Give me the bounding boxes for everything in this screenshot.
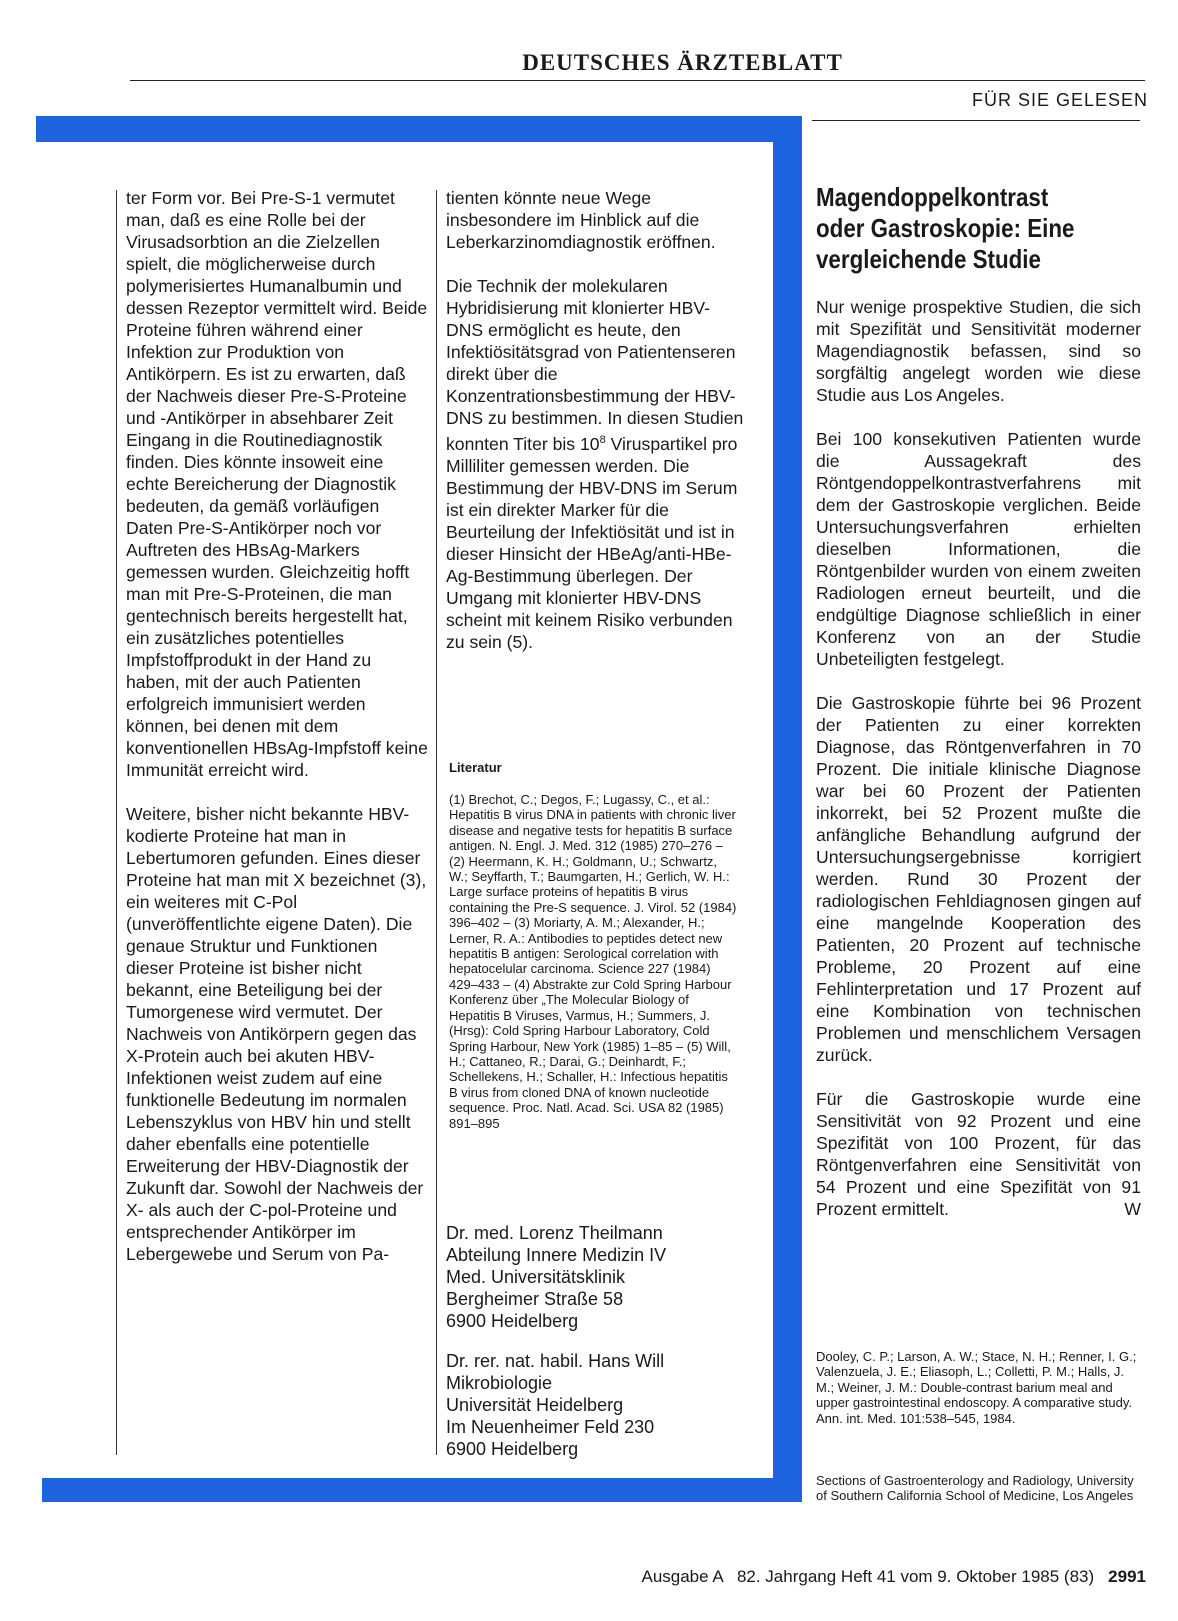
page-footer: [641, 1567, 1146, 1587]
column-rule-middle: [436, 190, 437, 1455]
journal-title: DEUTSCHES ÄRZTEBLATT: [522, 50, 843, 75]
column-rule-left: [116, 190, 117, 1455]
paragraph: Die Gastroskopie führte bei 96 Prozent der Patienten zu einer korrekten Diagnose, das Röntgenverfahren in 70 Prozent. Die initiale klinische Diagnose war bei 60 Prozent der Patienten inkorrekt, bei 52 Prozent mußte die anfängliche Behandlung aufgrund der Untersuchungsergebnisse korrigiert werden. Rund 30 Prozent der radiologischen Fehldiagnosen gingen auf eine mangelnde Kooperation des Patienten, 20 Prozent auf technische Probleme, 20 Prozent auf eine Fehlinterpretation und 17 Prozent auf eine Kombination von technischen Problemen und menschlichem Versagen zurück.: [816, 693, 1141, 1065]
paragraph: Bei 100 konsekutiven Patienten wurde die Aussagekraft des Röntgendoppelkontrastverfahrens mit dem der Gastroskopie verglichen. Beide Untersuchungsverfahren erhielten dieselben Informationen, die Röntgenbilder wurden von einem zweiten Radiologen erneut beurteilt, und die endgültige Diagnose schließlich in einer Konferenz von an der Studie Unbeteiligten festgelegt.: [816, 429, 1141, 669]
author-signature: W: [1124, 1199, 1141, 1219]
address-line: Med. Universitätsklinik: [446, 1267, 626, 1287]
text-column-1: [126, 187, 428, 1287]
address-line: Im Neuenheimer Feld 230: [446, 1417, 655, 1437]
right-column-rule: [812, 120, 1140, 121]
paragraph: [446, 275, 746, 653]
paragraph: ter Form vor. Bei Pre-S-1 vermutet man, daß es eine Rolle bei der Virusadsorbtion an die Zielzellen spielt, die möglicherweise durch polymerisiertes Humanalbumin und dessen Rezeptor vermittelt wird. Beide Proteine führen während einer Infektion zur Produktion von Antikörpern. Es ist zu erwarten, daß der Nachweis dieser Pre-S-Proteine und -Antikörper in absehbarer Zeit Eingang in die Routinediagnostik finden. Dies könnte insoweit eine echte Bereicherung der Diagnostik bedeuten, da gemäß vorläufigen Daten Pre-S-Antikörper noch vor Auftreten des HBsAg-Markers gemessen wurden. Gleichzeitig hofft man mit Pre-S-Proteinen, die man gentechnisch bereits hergestellt hat, ein zusätzliches potentielles Impfstoffprodukt in der Hand zu haben, mit der auch Patienten erfolgreich immunisiert werden können, bei denen mit dem konventionellen HBsAg-Impfstoff keine Immunität erreicht wird.: [126, 188, 428, 780]
source-reference: Dooley, C. P.; Larson, A. W.; Stace, N. H.; Renner, I. G.; Valenzuela, J. E.; Eliasoph, L.; Colletti, P. M.; Halls, J. M.; Weiner, J. M.: Double-contrast barium meal and upper gastrointestinal endoscopy. A comparative study. Ann. int. Med. 101:538–545, 1984.: [816, 1349, 1137, 1426]
text-column-2: [446, 187, 746, 675]
blue-frame-bottom: [42, 1478, 802, 1502]
paragraph: [816, 1088, 1141, 1220]
text-run: Viruspartikel pro Milliliter gemessen werden. Die Bestimmung der HBV-DNS im Serum ist ein direkter Marker für die Beurteilung der Infektiösität und ist in dieser Hinsicht der HBeAg/anti-HBe-Ag-Bestimmung überlegen. Der Umgang mit klonierter HBV-DNS scheint mit keinem Risiko verbunden zu sein (5).: [446, 433, 738, 652]
institution-note: Sections of Gastroenterology and Radiology, University of Southern California School of Medicine, Los Angeles: [816, 1473, 1134, 1504]
literature-list: (1) Brechot, C.; Degos, F.; Lugassy, C., et al.: Hepatitis B virus DNA in patients with chronic liver disease and negative tests for hepatitis B surface antigen. N. Engl. J. Med. 312 (1985) 270–276 – (2) Heermann, K. H.; Goldmann, U.; Schwartz, W.; Seyffarth, T.; Baumgarten, H.; Gerlich, W. H.: Large surface proteins of hepatitis B virus containing the Pre-S sequence. J. Virol. 52 (1984) 396–402 – (3) Moriarty, A. M.; Alexander, H.; Lerner, R. A.: Antibodies to peptides detect new hepatitis B antigen: Serological correlation with hepatocelular carcinoma. Science 227 (1984) 429–433 – (4) Abstrakte zur Cold Spring Harbour Konferenz über „The Molecular Biology of Hepatitis B Viruses, Varmus, H.; Summers, J. (Hrsg): Cold Spring Harbour Laboratory, Cold Spring Harbour, New York (1985) 1–85 – (5) Will, H.; Cattaneo, R.; Darai, G.; Deinhardt, F.; Schellekens, H.; Schaller, H.: Infectious hepatitis B virus from cloned DNA of known nucleotide sequence. Proc. Natl. Acad. Sci. USA 82 (1985) 891–895: [449, 792, 737, 1131]
blue-frame-top: [36, 116, 802, 142]
address-line: Mikrobiologie: [446, 1373, 553, 1393]
masthead: [130, 48, 1145, 81]
author-address-1: [446, 1222, 746, 1332]
literature-heading: Literatur: [449, 760, 502, 775]
paragraph: Weitere, bisher nicht bekannte HBV-kodierte Proteine hat man in Lebertumoren gefunden. Eines dieser Proteine hat man mit X bezeichnet (3), ein weiteres mit C-Pol (unveröffentlichte eigene Daten). Die genaue Struktur und Funktionen dieser Proteine ist bisher nicht bekannt, eine Beteiligung bei der Tumorgenese wird vermutet. Der Nachweis von Antikörpern gegen das X-Protein auch bei akuten HBV-Infektionen weist zudem auf eine funktionelle Bedeutung im normalen Lebenszyklus von HBV hin und stellt daher ebenfalls eine potentielle Erweiterung der HBV-Diagnostik der Zukunft dar. Sowohl der Nachweis der X- als auch der C-pol-Proteine und entsprechender Antikörper im Lebergewebe und Serum von Pa-: [126, 804, 427, 1264]
address-line: Dr. rer. nat. habil. Hans Will: [446, 1351, 665, 1371]
address-line: 6900 Heidelberg: [446, 1311, 579, 1331]
superscript: 8: [599, 434, 606, 446]
address-line: Universität Heidelberg: [446, 1395, 624, 1415]
author-address-2: [446, 1350, 746, 1460]
edition-info: Ausgabe A 82. Jahrgang Heft 41 vom 9. Oktober 1985 (83): [641, 1567, 1095, 1586]
address-line: Abteilung Innere Medizin IV: [446, 1245, 667, 1265]
address-line: Bergheimer Straße 58: [446, 1289, 624, 1309]
address-line: 6900 Heidelberg: [446, 1439, 579, 1459]
paragraph: Nur wenige prospektive Studien, die sich mit Spezifität und Sensitivität moderner Magendiagnostik befassen, sind so sorgfältig angelegt worden wie diese Studie aus Los Angeles.: [816, 297, 1141, 405]
address-line: Dr. med. Lorenz Theilmann: [446, 1223, 663, 1243]
blue-frame-right: [773, 116, 802, 1502]
page-number: 2991: [1108, 1567, 1146, 1586]
text-run: Für die Gastroskopie wurde eine Sensitivität von 92 Prozent und eine Spezifität von 100 Prozent, für das Röntgenverfahren eine Sensitivität von 54 Prozent und eine Spezifität von 91 Prozent ermittelt.: [816, 1089, 1141, 1219]
text-run: Die Technik der molekularen Hybridisierung mit klonierter HBV-DNS ermöglicht es heute, den Infektiösitätsgrad von Patientenseren direkt über die Konzentrationsbestimmung der HBV-DNS zu bestimmen. In diesen Studien konnten Titer bis 10: [446, 276, 744, 454]
text-column-3: [816, 296, 1141, 1242]
article-title: Magendoppelkontrast oder Gastroskopie: Eine vergleichende Studie: [816, 182, 1075, 274]
section-label: FÜR SIE GELESEN: [971, 90, 1148, 110]
paragraph: tienten könnte neue Wege insbesondere im Hinblick auf die Leberkarzinomdiagnostik eröffnen.: [446, 188, 716, 252]
